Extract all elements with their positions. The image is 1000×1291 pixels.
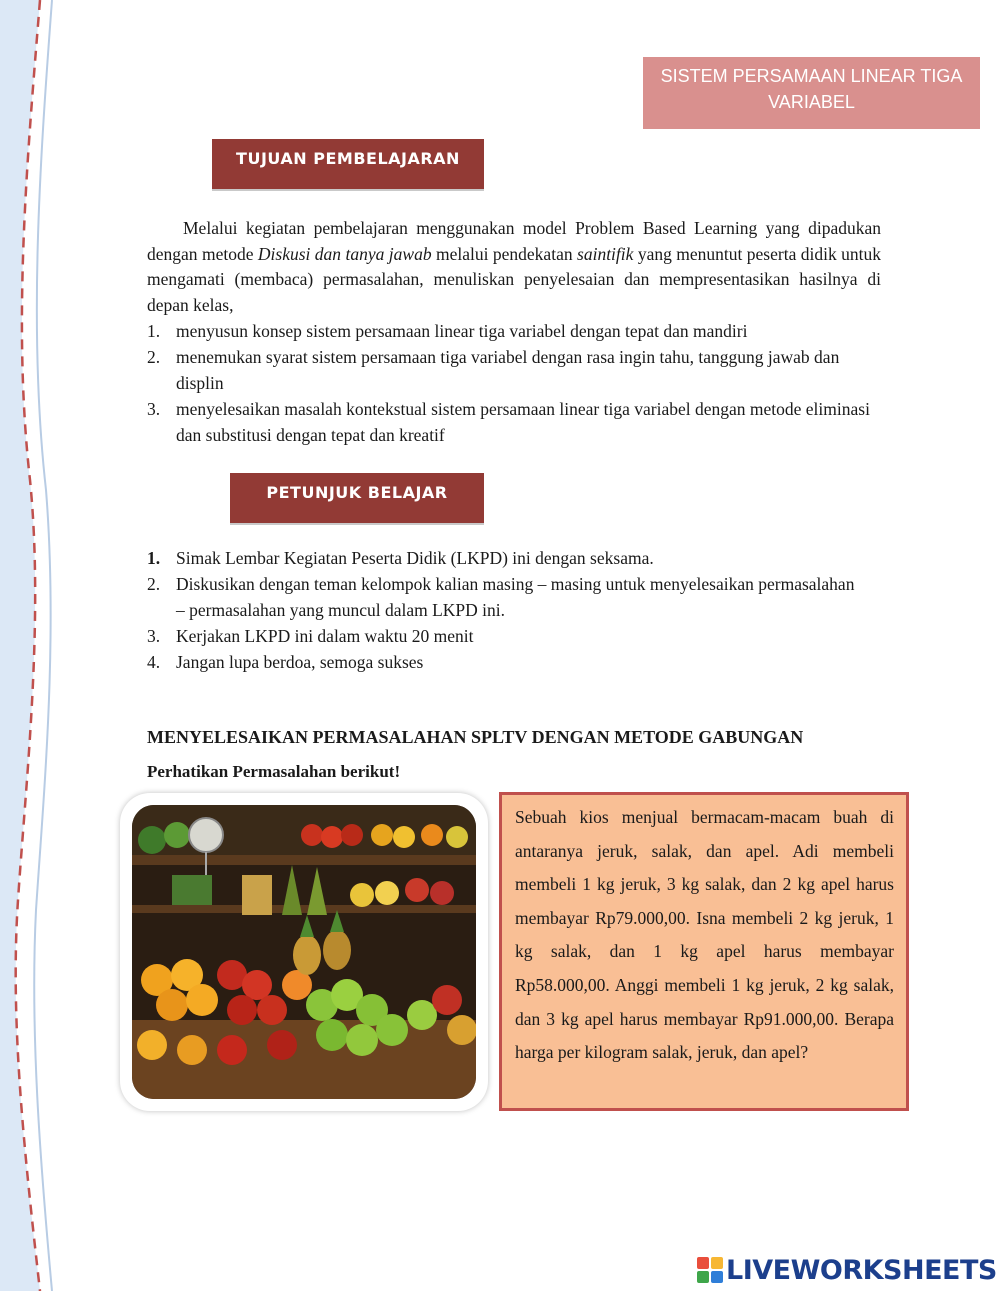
list-text: Simak Lembar Kegiatan Peserta Didik (LKPD) ini dengan seksama. [176,548,654,568]
list-number: 1. [147,321,161,341]
section-heading: MENYELESAIKAN PERMASALAHAN SPLTV DENGAN METODE GABUNGAN [147,727,804,747]
list-text: menyelesaikan masalah kontekstual sistem persamaan linear tiga variabel dengan metode eliminasi dan substitusi dengan tepat dan kreatif [176,399,870,445]
list-item [147,318,881,344]
brand-name: LIVEWORKSHEETS [726,1254,997,1286]
decorative-border [0,0,60,1291]
intro-italic-method: Diskusi dan tanya jawab [257,243,432,264]
list-item [147,344,881,396]
petunjuk-list [147,545,857,675]
tujuan-pembelajaran-header: TUJUAN PEMBELAJARAN [212,139,484,189]
list-number: 1. [147,548,161,568]
petunjuk-belajar-header: PETUNJUK BELAJAR [230,473,484,523]
list-text: menyusun konsep sistem persamaan linear tiga variabel dengan tepat dan mandiri [176,321,748,341]
list-item [147,545,857,571]
document-title: SISTEM PERSAMAAN LINEAR TIGA VARIABEL [643,57,980,129]
list-text: menemukan syarat sistem persamaan tiga variabel dengan rasa ingin tahu, tanggung jawab dan displin [176,347,840,393]
list-number: 3. [147,626,161,646]
problem-statement-box: Sebuah kios menjual bermacam-macam buah di antaranya jeruk, salak, dan apel. Adi membeli membeli 1 kg jeruk, 3 kg salak, dan 2 kg apel harus membayar Rp79.000,00. Isna membeli 2 kg jeruk, 1 kg salak, dan 1 kg apel harus membayar Rp58.000,00. Anggi membeli 1 kg jeruk, 2 kg salak, dan 3 kg apel harus membayar Rp91.000,00. Berapa harga per kilogram salak, jeruk, dan apel? [499,792,909,1111]
list-text: Jangan lupa berdoa, semoga sukses [176,652,424,672]
list-item [147,396,881,448]
intro-text: melalui pendekatan [431,243,578,264]
list-item [147,571,857,623]
fruit-market-photo [120,793,488,1111]
list-number: 2. [147,347,161,367]
list-item [147,623,857,649]
fruit-stand-image [132,805,476,1099]
intro-text: yang menuntut peserta didik untuk mengamati (membaca) permasalahan, menuliskan penyelesaian dan mempresentasikan hasilnya di depan kelas, [147,243,882,315]
list-text: Kerjakan LKPD ini dalam waktu 20 menit [176,626,474,646]
list-text: Diskusikan dengan teman kelompok kalian masing – masing untuk menyelesaikan permasalahan – permasalahan yang muncul dalam LKPD ini. [176,574,855,620]
intro-italic-approach: saintifik [577,243,634,264]
list-number: 4. [147,652,161,672]
liveworksheets-brand [697,1252,997,1288]
tujuan-intro-paragraph [147,216,881,318]
list-number: 2. [147,574,161,594]
list-number: 3. [147,399,161,419]
tujuan-list [147,318,881,448]
section-subheading: Perhatikan Permasalahan berikut! [147,762,401,781]
intro-text: Melalui kegiatan pembelajaran menggunakan model Problem Based Learning yang dipadukan dengan metode [147,218,881,264]
liveworksheets-logo-icon [697,1257,723,1283]
list-item [147,649,857,675]
